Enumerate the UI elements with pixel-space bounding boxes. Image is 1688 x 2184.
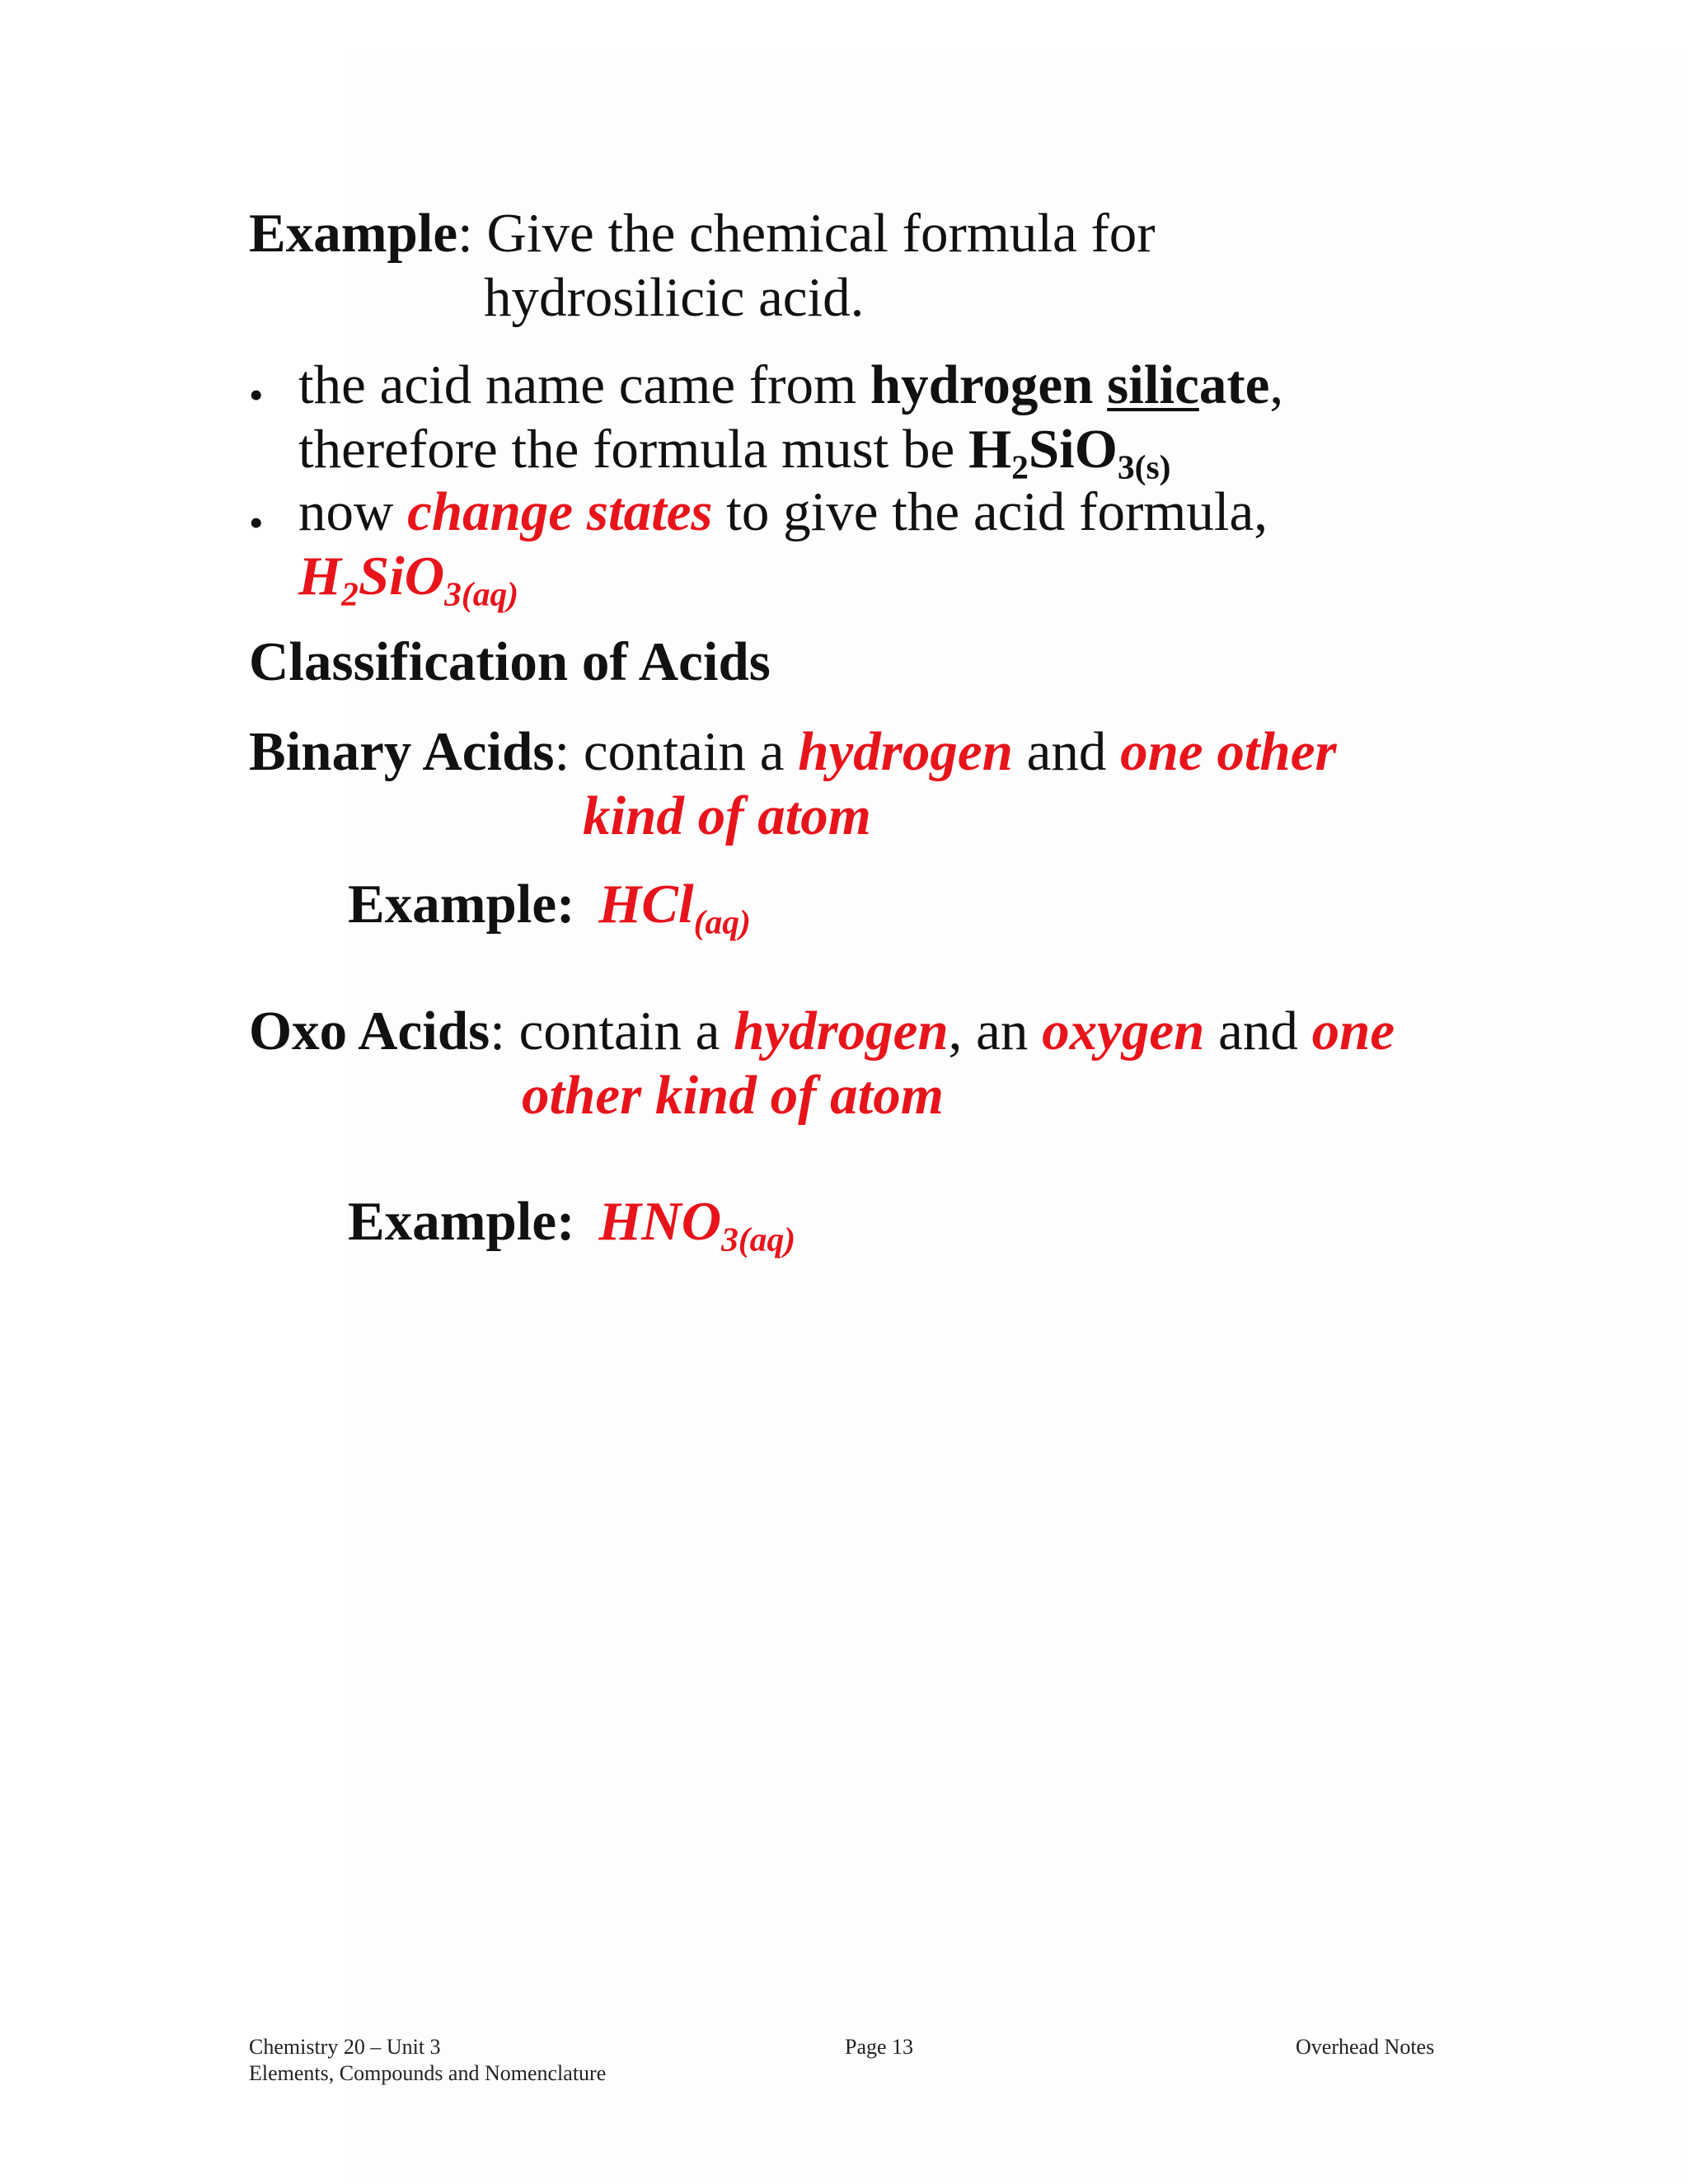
bullet-icon: • xyxy=(249,499,264,546)
oxo-hydrogen: hydrogen xyxy=(734,1001,949,1062)
example-question-line2: hydrosilicic acid. xyxy=(484,267,865,328)
bullet2-change-states: change states xyxy=(407,481,713,542)
bullet1-ate: ate xyxy=(1198,354,1270,415)
bullet2-text: now xyxy=(298,481,408,542)
binary-label: Binary Acids xyxy=(249,721,555,782)
silicate-formula: $H_2SiO_{3(s)}$ xyxy=(968,419,1171,486)
bullet1-text2: therefore the formula must be xyxy=(298,419,968,480)
binary-line2: kind of atom xyxy=(583,785,871,846)
acid-formula: $H_2SiO_{3(aq)}$ xyxy=(298,546,519,613)
binary-hydrogen: hydrogen xyxy=(798,721,1013,782)
binary-line1: Binary Acids: contain a hydrogen and one other xyxy=(249,721,1337,782)
section-heading: Classification of Acids xyxy=(249,631,771,692)
bullet1-line1 xyxy=(298,353,1283,417)
oxo-example-formula: $HNO_{3(aq)}$ xyxy=(598,1191,796,1258)
bullet2-line1 xyxy=(298,480,1268,544)
bullet1-hydrogen: hydrogen xyxy=(870,354,1108,415)
example-question-line1 xyxy=(249,201,1156,265)
oxo-label: Oxo Acids xyxy=(249,1001,490,1062)
footer-right: Overhead Notes xyxy=(1296,2035,1435,2059)
footer-unit-title: Elements, Compounds and Nomenclature xyxy=(249,2061,607,2085)
footer-course: Chemistry 20 – Unit 3 xyxy=(249,2035,441,2059)
bullet-icon: • xyxy=(249,372,264,418)
oxo-example xyxy=(348,1189,796,1258)
binary-example-label: Example: xyxy=(348,874,575,935)
oxo-line1: Oxo Acids: contain a hydrogen, an oxygen and one xyxy=(249,1001,1395,1062)
oxo-one: one xyxy=(1311,1001,1395,1062)
bullet1-line2 xyxy=(298,417,1171,486)
bullet1-comma: , xyxy=(1269,354,1284,415)
footer-left xyxy=(249,2034,606,2087)
bullet2-text-b: to give the acid formula, xyxy=(712,481,1268,542)
oxo-example-label: Example: xyxy=(348,1191,575,1252)
bullet1-silic: silic xyxy=(1107,354,1199,415)
example-question-text: Give the chemical formula for xyxy=(486,203,1156,264)
example-label: Example xyxy=(249,203,458,264)
binary-example-formula: HCl$_{(aq)}$ xyxy=(598,874,751,941)
binary-example xyxy=(348,872,751,941)
binary-one-other: one other xyxy=(1120,721,1337,782)
oxo-line2: other kind of atom xyxy=(522,1065,944,1126)
bullet1-text: the acid name came from xyxy=(298,354,870,415)
oxo-oxygen: oxygen xyxy=(1042,1001,1205,1062)
footer-page-number: Page 13 xyxy=(845,2035,914,2059)
example-colon: : xyxy=(457,203,473,264)
